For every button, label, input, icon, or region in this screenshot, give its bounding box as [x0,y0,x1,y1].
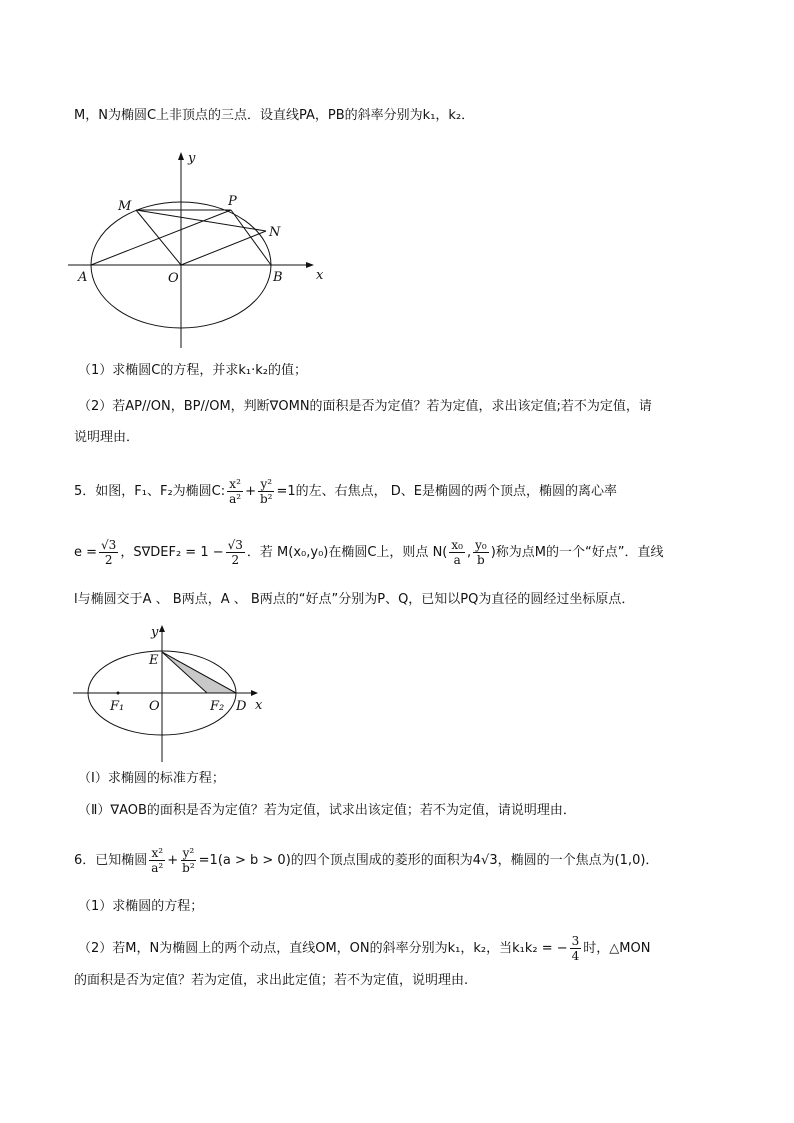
label-y2: y [151,625,159,640]
problem-4-part-2: （2）若AP//ON，BP//OM，判断∇OMN的面积是否为定值？若为定值，求出该定值;若不为定值，请 [78,399,652,414]
label-x: x [316,268,324,283]
label-D: D [236,699,247,714]
label-M: M [118,199,132,214]
problem-6-line-1: 6．已知椭圆 $\frac{\text{x²}}{\text{a²}}$ + $\frac{\text{y²}}{\text{b²}}$ =1(a > b > 0)的四个顶点围成的菱形的面积为4√3，椭圆的一个焦点为(1,0)． [74,846,659,875]
label-x2: x [255,698,263,713]
segment-OM [136,210,181,265]
label-B: B [273,270,283,285]
segment-ON [181,231,266,265]
segment-AP [91,210,231,265]
fraction-e: $\frac{√3}{2}$ [101,538,117,567]
problem-4-condition: M，N为椭圆C上非顶点的三点．设直线PA，PB的斜率分别为k₁，k₂． [74,108,475,123]
x-arrow-2 [251,690,258,696]
fraction-y2-b2: $\frac{\text{y²}}{\text{b²}}$ [259,477,273,506]
fraction-y2-b2-6: $\frac{\text{y²}}{\text{b²}}$ [182,846,195,875]
y-arrow [178,152,184,160]
fraction-y0-b: $\frac{\text{y₀}}{b}$ [475,538,487,567]
problem-6-part-2: （2）若M，N为椭圆上的两个动点，直线OM，ON的斜率分别为k₁，k₂，当k₁k₂ = − $\frac{3}{4}$ 时，△MON [78,934,651,963]
label-O: O [168,271,179,286]
x-arrow [306,262,314,268]
label-O2: O [149,699,160,714]
y-arrow-2 [159,625,165,632]
label-y: y [188,151,196,166]
point-F1 [117,692,120,695]
fraction-x2-a2-6: $\frac{\text{x²}}{\text{a²}}$ [151,846,164,875]
figure-ellipse-1 [68,148,348,348]
problem-5-line-1: 5．如图，F₁、F₂为椭圆C: $\frac{\text{x²}}{\text{a²}}$ + $\frac{\text{y²}}{\text{b²}}$ =1的左、右焦点， D、E是椭圆的两个顶点，椭圆的离心率 [74,477,618,506]
label-N: N [269,225,281,240]
problem-5-line-2: e = $\frac{√3}{2}$ ，S∇DEF₂ = 1 − $\frac{√3}{2}$ ．若 M(x₀,y₀)在椭圆C上，则点 N( $\frac{\text{x₀}}{a}$ , $\frac{\text{y₀}}{b}$ )称为点M的一个“好点”．直线 [74,538,664,567]
label-F2: F₂ [210,699,225,714]
segment-MN [136,210,266,231]
segment-ED [162,652,236,693]
problem-6-part-2-cont: 的面积是否为定值？若为定值，求出此定值；若不为定值，说明理由. [74,973,469,988]
fraction-3-4: $\frac{3}{4}$ [571,934,580,963]
figure-ellipse-2 [68,622,278,762]
problem-5-part-2: （Ⅱ）∇AOB的面积是否为定值？若为定值，试求出该定值；若不为定值，请说明理由． [78,803,576,818]
fraction-x2-a2: $\frac{\text{x²}}{\text{a²}}$ [229,477,242,506]
problem-6-part-1: （1）求椭圆的方程； [78,899,204,914]
problem-5-part-1: （Ⅰ）求椭圆的标准方程； [78,771,225,786]
label-P: P [228,194,237,209]
problem-4-part-1: （1）求椭圆C的方程，并求k₁·k₂的值； [78,363,307,378]
label-A: A [78,270,88,285]
fraction-x0-a: $\frac{\text{x₀}}{a}$ [451,538,463,567]
label-E: E [149,653,159,668]
label-F1: F₁ [110,699,125,714]
fraction-area: $\frac{√3}{2}$ [227,538,243,567]
problem-4-part-2-cont: 说明理由． [74,430,140,445]
problem-5-line-3: l与椭圆交于A 、 B两点，A 、 B两点的“好点”分别为P、Q，已知以PQ为直径的圆经过坐标原点． [74,592,635,607]
